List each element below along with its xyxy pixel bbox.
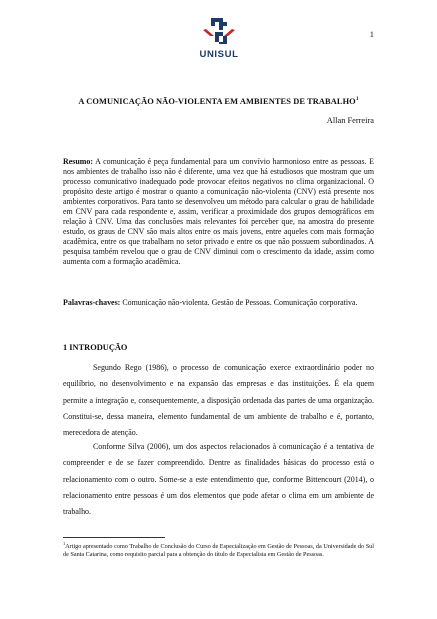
abstract: [63, 157, 374, 268]
page-number: 1: [369, 29, 374, 39]
keywords-label: Palavras-chaves:: [63, 298, 121, 307]
body-paragraph: Segundo Rego (1986), o processo de comunicação exerce extraordinário poder no equilíbrio, no desenvolvimento e na expansão das empresas e das instituições. É ela quem permite a integração e, consequentemente, a disposição ordenada das partes de uma organização. Constitui-se, dessa maneira, elemento fundamental de um ambiente de trabalho e é, portanto, merecedora de atenção.: [63, 363, 374, 438]
paper-title: [0, 96, 437, 106]
unisul-emblem-icon: [189, 12, 249, 48]
section-heading: 1 INTRODUÇÃO: [63, 343, 128, 352]
body-paragraph: Conforme Silva (2006), um dos aspectos relacionados à comunicação é a tentativa de compreender e de se fazer compreendido. Dentre as finalidades básicas do processo está o relacionamento com o outro. Some-se a este entendimento que, conforme Bittencourt (2014), o relacionamento entre pessoas é um dos elementos que pode afetar o clima em um ambiente de trabalho.: [63, 442, 374, 517]
author-name: Allan Ferreira: [326, 116, 374, 125]
university-logo: [189, 12, 249, 62]
footnote-mark: 1: [63, 541, 66, 546]
title-text: A COMUNICAÇÃO NÃO-VIOLENTA EM AMBIENTES DE TRABALHO: [78, 96, 356, 106]
keywords: [63, 298, 374, 308]
abstract-text: A comunicação é peça fundamental para um convívio harmonioso entre as pessoas. E nos ambientes de trabalho isso não é diferente, uma vez que há estudiosos que mostram que um processo comunicativo inadequado pode provocar efeitos negativos no clima organizacional. O propósito deste artigo é mostrar o quanto a comunicação não-violenta (CNV) está presente nos ambientes corporativos. Para tanto se desenvolveu um método para calcular o grau de habilidade em CNV para cada respondente e, assim, verificar a proximidade dos grupos demográficos em relação à CNV. Uma das conclusões mais relevantes foi perceber que, na amostra do presente estudo, os graus de CNV são mais altos entre os mais jovens, entre aqueles com mais formação acadêmica, entre os que trabalham no setor privado e entre os que não possuem subordinados. A pesquisa também revelou que o grau de CNV diminui com o crescimento da idade, assim como aumenta com a formação acadêmica.: [63, 157, 375, 267]
title-footnote-mark: 1: [355, 96, 359, 102]
footnote: [63, 540, 374, 559]
logo-wordmark: UNISUL: [199, 49, 239, 60]
footnote-divider: [63, 537, 165, 538]
abstract-label: Resumo:: [63, 157, 93, 166]
keywords-text: Comunicação não-violenta. Gestão de Pessoas. Comunicação corporativa.: [122, 298, 358, 307]
footnote-text: Artigo apresentado como Trabalho de Conclusão do Curso de Especialização em Gestão de Pessoas, da Universidade do Sul de Santa Catarina, como requisito parcial para a obtenção do título de Especialista em Gestão de Pessoas.: [63, 543, 374, 559]
